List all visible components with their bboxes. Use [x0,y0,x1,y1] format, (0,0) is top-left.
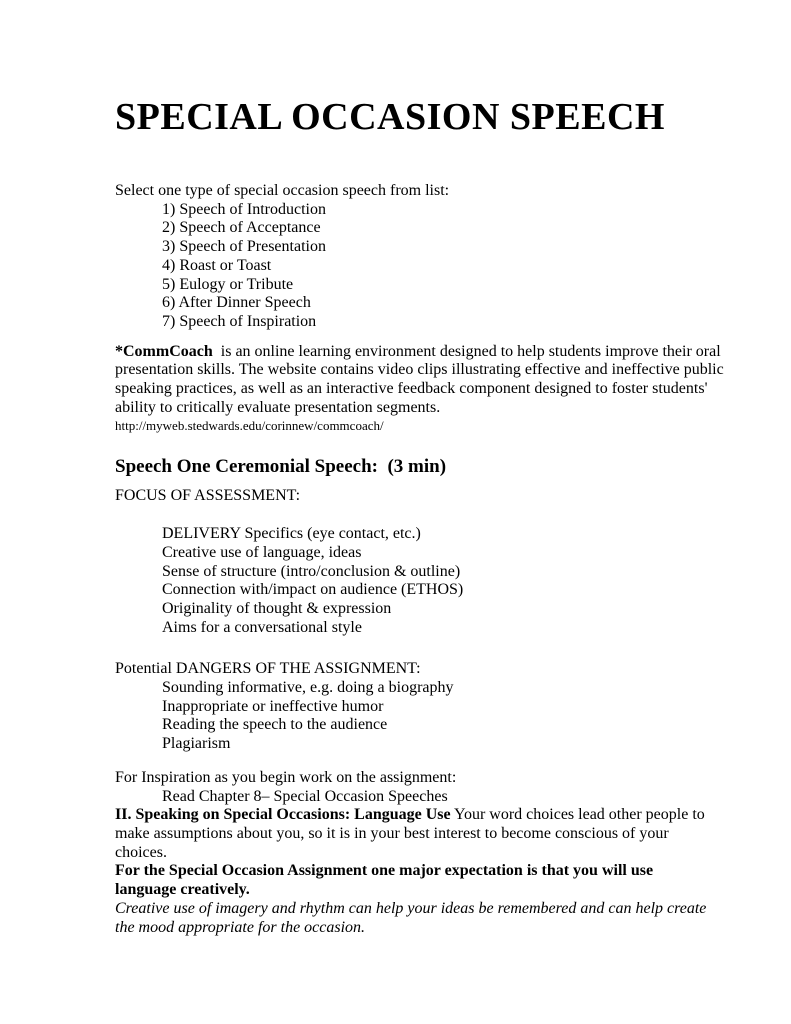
expectation-line-1: For the Special Occasion Assignment one major expectation is that you will use [115,862,654,880]
danger-item-4: Plagiarism [162,735,231,753]
document-title: SPECIAL OCCASION SPEECH [115,96,665,138]
select-instruction: Select one type of special occasion speech from list: [115,182,450,199]
language-use-line-1 [115,806,755,825]
speech-type-item-5: 5) Eulogy or Tribute [162,275,294,293]
commcoach-paragraph [115,343,755,418]
inspiration-lead: For Inspiration as you begin work on the assignment: [115,768,457,786]
danger-item-3: Reading the speech to the audience [162,716,388,734]
danger-item-2: Inappropriate or ineffective humor [162,697,384,715]
focus-item-1: DELIVERY Specifics (eye contact, etc.) [162,525,421,543]
focus-item-4: Connection with/impact on audience (ETHOS) [162,581,464,599]
focus-item-6: Aims for a conversational style [162,618,362,636]
speech-type-item-3: 3) Speech of Presentation [162,238,326,256]
speech-type-item-4: 4) Roast or Toast [162,256,272,274]
speech-type-item-6: 6) After Dinner Speech [162,294,311,312]
speech-type-item-2: 2) Speech of Acceptance [162,219,321,237]
focus-item-3: Sense of structure (intro/conclusion & outline) [162,562,461,580]
speech-one-heading: Speech One Ceremonial Speech: (3 min) [115,456,447,478]
commcoach-line-3: speaking practices, as well as an interactive feedback component designed to foster students' [115,380,708,398]
commcoach-line-1-text: is an online learning environment designed to help students improve their oral [212,342,721,360]
read-chapter-line: Read Chapter 8– Special Occasion Speeches [162,787,448,805]
speech-type-item-1: 1) Speech of Introduction [162,200,326,218]
speech-type-list [162,201,755,332]
commcoach-line-2: presentation skills. The website contains video clips illustrating effective and ineffective public [115,361,724,379]
focus-of-assessment-label: FOCUS OF ASSESSMENT: [115,487,301,505]
expectation-line-2: language creatively. [115,881,250,899]
focus-of-assessment-list [162,525,755,637]
language-use-line-1-text: Your word choices lead other people to [450,806,705,824]
creative-note-line-2: the mood appropriate for the occasion. [115,918,366,936]
language-use-line-3: choices. [115,843,167,861]
commcoach-line-4: ability to critically evaluate presentation segments. [115,398,441,416]
commcoach-line-1 [115,343,755,362]
speech-type-item-7: 7) Speech of Inspiration [162,312,317,330]
document-content [115,0,755,937]
dangers-label: Potential DANGERS OF THE ASSIGNMENT: [115,660,421,678]
language-use-line-2: make assumptions about you, so it is in your best interest to become conscious of your [115,824,669,842]
commcoach-url: http://myweb.stedwards.edu/corinnew/commcoach/ [115,418,384,434]
language-use-heading: II. Speaking on Special Occasions: Language Use [115,806,451,824]
commcoach-label: *CommCoach [115,342,213,360]
danger-item-1: Sounding informative, e.g. doing a biography [162,679,454,697]
creative-note-line-1: Creative use of imagery and rhythm can help your ideas be remembered and can help create [115,899,707,917]
dangers-list [162,679,755,754]
focus-item-2: Creative use of language, ideas [162,543,362,561]
focus-item-5: Originality of thought & expression [162,599,392,617]
